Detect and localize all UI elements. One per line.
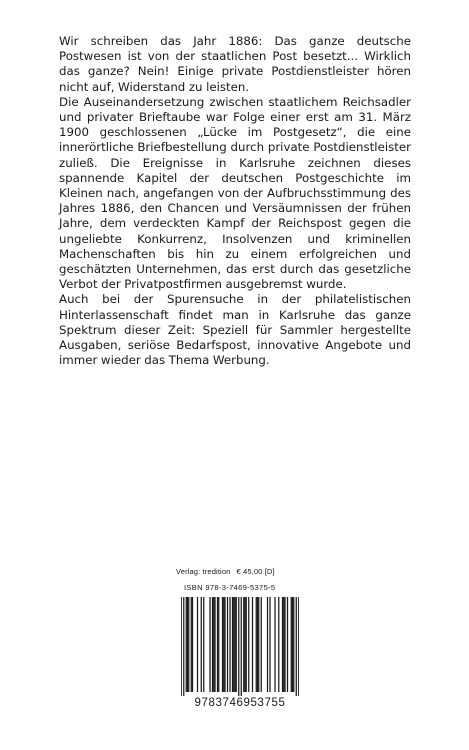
barcode-bar [267,597,268,692]
barcode-bar [212,597,213,692]
barcode-bar [248,597,249,692]
barcode-bar [243,597,244,692]
barcode-bar [224,597,225,692]
barcode-bar [218,597,219,692]
barcode-bar [278,597,279,692]
barcode-bar [223,597,224,692]
barcode-bar [274,597,275,692]
barcode-bar [186,597,187,692]
barcode-bar [236,597,237,692]
publisher-price-line [176,567,296,577]
barcode-bar [188,597,189,692]
barcode-bar [191,597,192,692]
barcode-bar [214,597,215,692]
isbn-label: ISBN 978-3-7469-5375-5 [184,583,276,592]
barcode-bar [296,597,297,696]
barcode-bar [256,597,257,692]
barcode-bar [241,597,242,696]
ean13-barcode-icon [181,597,299,696]
barcode-bar [201,597,202,692]
barcode-bar [287,597,288,692]
barcode-bar [238,597,239,696]
barcode-bar [213,597,214,692]
barcode-bar [269,597,270,692]
barcode-bar [284,597,285,692]
barcode-bar [261,597,262,692]
barcode-bar [187,597,188,692]
barcode-bar [192,597,193,692]
publisher-label: Verlag: tredition [176,567,231,576]
blurb-paragraph-3: Auch bei der Spurensuche in der philatelistischen Hinterlassenschaft findet man in Karlsruhe das ganze Spektrum dieser Zeit: Speziell für Sammler hergestellte Ausgaben, seriöse Bedarfspost, innovative Angebote und immer wieder das Thema Werbung. [59,292,411,368]
price-label: € 45,00 [D] [236,567,275,576]
barcode-bar [222,597,223,692]
barcode-bar [244,597,245,692]
barcode-bar [229,597,230,692]
barcode-bar [282,597,283,692]
barcode-bar [233,597,234,692]
barcode-bar [217,597,218,692]
barcode-digits: 9783746953755 [194,697,286,709]
barcode-bar [291,597,292,692]
back-cover-blurb [59,34,411,368]
barcode-bar [232,597,233,692]
barcode-graphic [181,597,299,696]
blurb-paragraph-1: Wir schreiben das Jahr 1886: Das ganze deutsche Postwesen ist von der staatlichen Post besetzt... Wirklich das ganze? Nein! Einige private Postdienstleister hören nicht auf, Widerstand zu leisten. [59,34,411,94]
barcode-bar [209,597,210,692]
barcode-bar [181,597,182,696]
barcode-bar [293,597,294,692]
barcode-bar [203,597,204,692]
barcode-bar [234,597,235,692]
barcode-bar [227,597,228,692]
imprint [176,567,296,577]
barcode-bar [292,597,293,692]
barcode-bar [257,597,258,692]
barcode-bar [298,597,299,696]
barcode-bar [283,597,284,692]
barcode-bar [246,597,247,692]
barcode-bar [183,597,184,696]
barcode-bar [258,597,259,692]
blurb-paragraph-2: Die Auseinandersetzung zwischen staatlichem Reichsadler und privater Brieftaube war Folge einer erst am 31. März 1900 geschlossenen „Lücke im Postgesetz“, die eine innerörtliche Briefbestellung durch private Postdienstleister zuließ. Die Ereignisse in Karlsruhe zeichnen dieses spannende Kapitel der deutschen Postgeschichte im Kleinen nach, angefangen von der Aufbruchsstimmung des Jahres 1886, den Chancen und Versäumnissen der frühen Jahre, dem verdeckten Kampf der Reichspost gegen die ungeliebte Konkurrenz, Insolvenzen und kriminellen Machenschaften bis hin zu einem erfolgreichen und geschätzten Unternehmen, das erst durch das gesetzliche Verbot der Privatpostfirmen ausgebremst wurde. [59,94,411,292]
barcode-bar [252,597,253,692]
barcode-bar [197,597,198,692]
